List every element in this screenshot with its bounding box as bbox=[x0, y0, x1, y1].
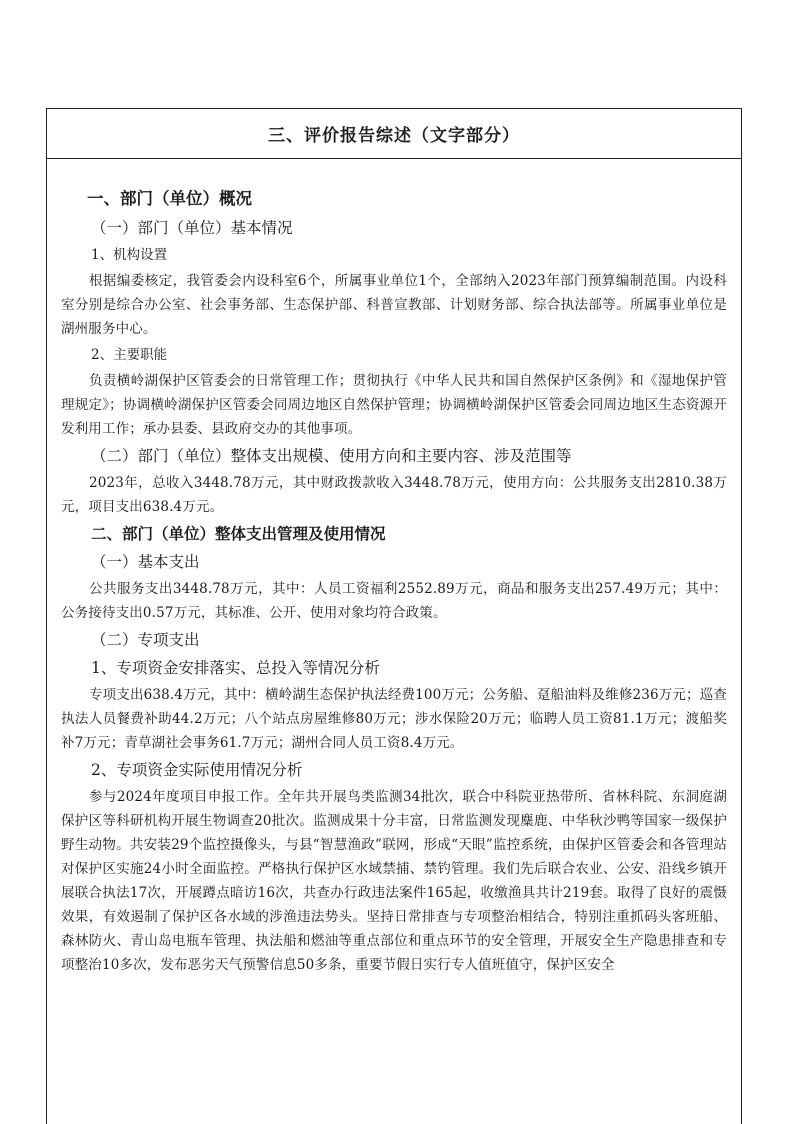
section-2-1-heading: （一）基本支出 bbox=[91, 553, 200, 571]
item-org-setup-body: 根据编委核定，我管委会内设科室6个，所属事业单位1个，全部纳入2023年部门预算编制范围。内设科室分别是综合办公室、社会事务部、生态保护部、科普宣教部、计划财务部、综合执法部等。所属事业单位是湖州服务中心。 bbox=[61, 273, 727, 337]
item-org-setup-title: 1、机构设置 bbox=[91, 247, 168, 263]
item-functions-title: 2、主要职能 bbox=[91, 347, 168, 363]
section-2-heading: 二、部门（单位）整体支出管理及使用情况 bbox=[91, 524, 386, 543]
section-2-2-heading: （二）专项支出 bbox=[91, 631, 200, 649]
report-title: 三、评价报告综述（文字部分） bbox=[47, 109, 741, 159]
section-1-heading: 一、部门（单位）概况 bbox=[87, 189, 252, 208]
report-frame bbox=[46, 108, 742, 1124]
item-fund-usage-body: 参与2024年度项目申报工作。全年共开展鸟类监测34批次，联合中科院亚热带所、省林科院、东洞庭湖保护区等科研机构开展生物调查20批次。监测成果十分丰富，日常监测发现麋鹿、中华秋沙鸭等国家一级保护野生动物。共安装29个监控摄像头，与县“智慧渔政”联网，形成“天眼”监控系统，由保护区管委会和各管理站对保护区实施24小时全面监控。严格执行保护区水域禁捕、禁钓管理。我们先后联合农业、公安、沿线乡镇开展联合执法17次，开展蹲点暗访16次，共查办行政违法案件165起，收缴渔具共计219套。取得了良好的震慑效果，有效遏制了保护区各水域的涉渔违法势头。坚持日常排查与专项整治相结合，特别注重抓码头客班船、森林防火、青山岛电瓶车管理、执法船和燃油等重点部位和重点环节的安全管理，开展安全生产隐患排查和专项整治10多次，发布恶劣天气预警信息50多条，重要节假日实行专人值班值守，保护区安全 bbox=[61, 789, 727, 973]
item-fund-usage-title: 2、专项资金实际使用情况分析 bbox=[91, 761, 303, 779]
section-1-2-body: 2023年，总收入3448.78万元，其中财政拨款收入3448.78万元，使用方向：公共服务支出2810.38万元，项目支出638.4万元。 bbox=[61, 475, 727, 515]
report-content bbox=[47, 159, 741, 977]
item-fund-arrangement-title: 1、专项资金安排落实、总投入等情况分析 bbox=[91, 659, 380, 677]
section-1-2-heading: （二）部门（单位）整体支出规模、使用方向和主要内容、涉及范围等 bbox=[91, 447, 572, 465]
section-2-1-body: 公共服务支出3448.78万元，其中：人员工资福利2552.89万元，商品和服务支出257.49万元；其中：公务接待支出0.57万元，其标准、公开、使用对象均符合政策。 bbox=[61, 581, 727, 621]
item-functions-body: 负责横岭湖保护区管委会的日常管理工作；贯彻执行《中华人民共和国自然保护区条例》和《湿地保护管理规定》；协调横岭湖保护区管委会同周边地区自然保护管理；协调横岭湖保护区管委会同周边地区生态资源开发利用工作；承办县委、县政府交办的其他事项。 bbox=[61, 373, 727, 437]
item-fund-arrangement-body: 专项支出638.4万元，其中：横岭湖生态保护执法经费100万元；公务船、趸船油料及维修236万元；巡查执法人员餐费补助44.2万元；八个站点房屋维修80万元；涉水保险20万元；临聘人员工资81.1万元；渡船奖补7万元；青草湖社会事务61.7万元；湖州合同人员工资8.4万元。 bbox=[61, 687, 727, 751]
section-1-1-heading: （一）部门（单位）基本情况 bbox=[91, 219, 293, 237]
